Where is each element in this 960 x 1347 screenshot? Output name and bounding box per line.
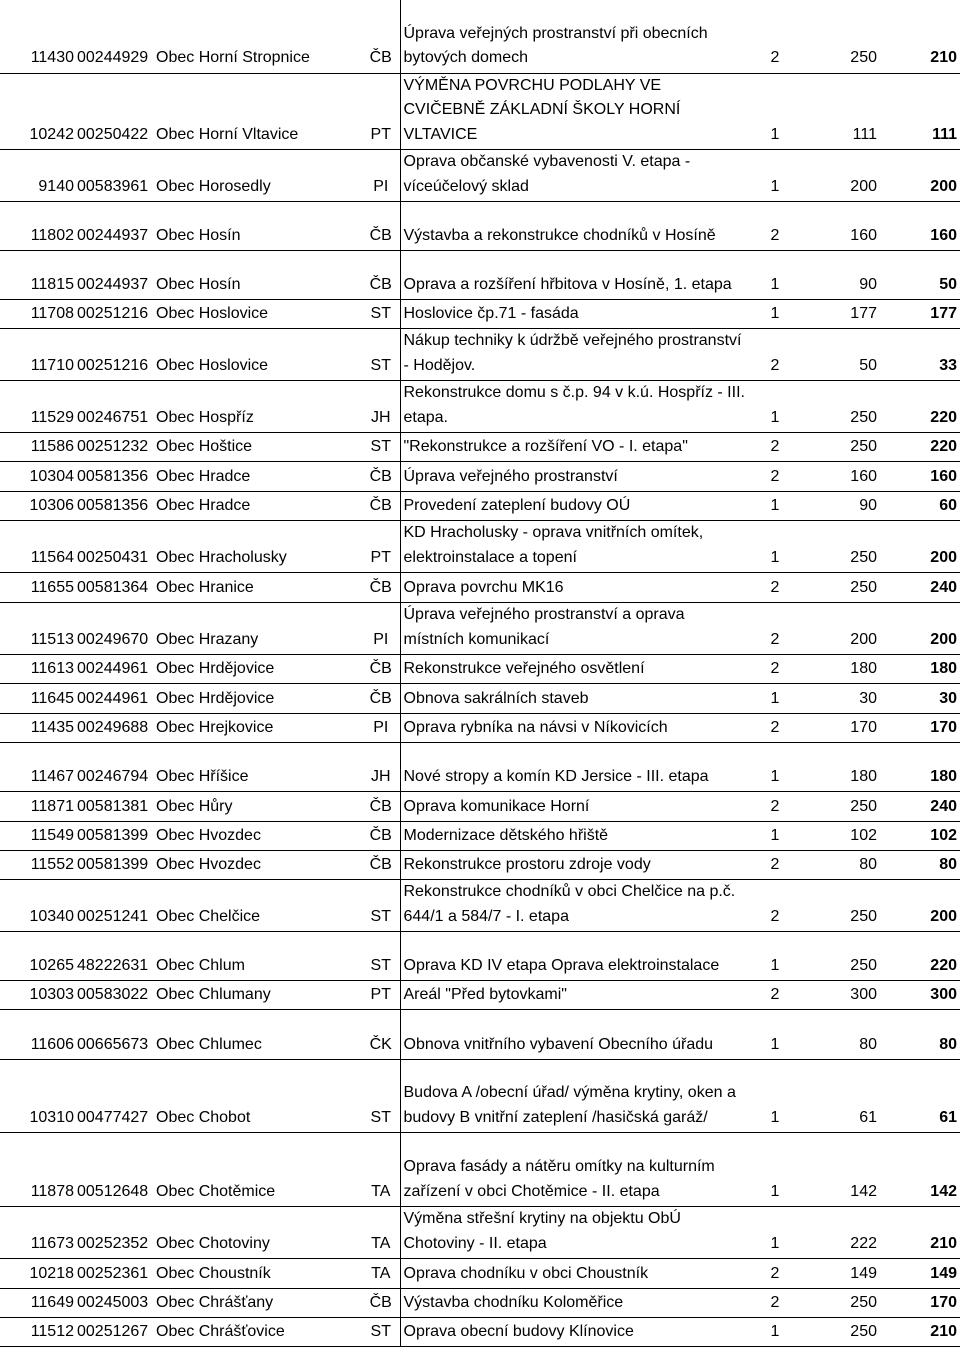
- ico-number: 00251216: [74, 329, 156, 381]
- granted-amount: 210: [880, 1207, 960, 1259]
- requested-amount: 250: [800, 932, 880, 981]
- table-row: [0, 603, 960, 655]
- project-description: Oprava rybníka na návsi v Níkovicích: [400, 714, 750, 743]
- priority: 1: [750, 381, 800, 433]
- ico-number: 00246751: [74, 381, 156, 433]
- application-id: 11708: [0, 300, 74, 329]
- municipality-name: Obec Hrdějovice: [156, 684, 362, 714]
- priority: 1: [750, 822, 800, 851]
- requested-amount: 160: [800, 462, 880, 492]
- granted-amount: 30: [880, 684, 960, 714]
- priority: 2: [750, 573, 800, 603]
- table-row: [0, 381, 960, 433]
- ico-number: 00251241: [74, 880, 156, 932]
- municipality-name: Obec Chrášťovice: [156, 1318, 362, 1347]
- granted-amount: 33: [880, 329, 960, 381]
- ico-number: 00252361: [74, 1259, 156, 1289]
- project-description: "Rekonstrukce a rozšíření VO - I. etapa": [400, 433, 750, 462]
- priority: 1: [750, 251, 800, 300]
- region-code: ST: [362, 880, 400, 932]
- priority: 1: [750, 684, 800, 714]
- priority: 1: [750, 1318, 800, 1347]
- region-code: ČB: [362, 792, 400, 822]
- priority: 2: [750, 329, 800, 381]
- municipality-name: Obec Horní Stropnice: [156, 0, 362, 73]
- region-code: ST: [362, 932, 400, 981]
- granted-amount: 220: [880, 381, 960, 433]
- requested-amount: 30: [800, 684, 880, 714]
- region-code: ČB: [362, 851, 400, 880]
- application-id: 11673: [0, 1207, 74, 1259]
- requested-amount: 200: [800, 150, 880, 202]
- application-id: 9140: [0, 150, 74, 202]
- requested-amount: 149: [800, 1259, 880, 1289]
- municipality-name: Obec Chotoviny: [156, 1207, 362, 1259]
- application-id: 11815: [0, 251, 74, 300]
- municipality-name: Obec Horní Vltavice: [156, 73, 362, 150]
- granted-amount: 180: [880, 655, 960, 684]
- requested-amount: 90: [800, 492, 880, 521]
- granted-amount: 80: [880, 1010, 960, 1060]
- project-description: Provedení zateplení budovy OÚ: [400, 492, 750, 521]
- priority: 2: [750, 0, 800, 73]
- priority: 1: [750, 1010, 800, 1060]
- granted-amount: 220: [880, 433, 960, 462]
- project-description: Úprava veřejného prostranství: [400, 462, 750, 492]
- application-id: 11606: [0, 1010, 74, 1060]
- table-row: [0, 251, 960, 300]
- application-id: 11552: [0, 851, 74, 880]
- project-description: Oprava komunikace Horní: [400, 792, 750, 822]
- application-id: 11564: [0, 521, 74, 573]
- region-code: ST: [362, 329, 400, 381]
- project-description: Výstavba chodníku Koloměřice: [400, 1289, 750, 1318]
- table-row: [0, 1318, 960, 1347]
- table-row: [0, 684, 960, 714]
- ico-number: 00581356: [74, 492, 156, 521]
- requested-amount: 222: [800, 1207, 880, 1259]
- table-row: [0, 521, 960, 573]
- application-id: 11467: [0, 743, 74, 792]
- priority: 1: [750, 492, 800, 521]
- region-code: PT: [362, 981, 400, 1010]
- project-description: Rekonstrukce prostoru zdroje vody: [400, 851, 750, 880]
- priority: 2: [750, 655, 800, 684]
- municipality-name: Obec Hoštice: [156, 433, 362, 462]
- ico-number: 00581399: [74, 851, 156, 880]
- requested-amount: 250: [800, 1318, 880, 1347]
- requested-amount: 200: [800, 603, 880, 655]
- region-code: ČB: [362, 202, 400, 251]
- table-row: [0, 0, 960, 73]
- table-row: [0, 822, 960, 851]
- municipality-name: Obec Chobot: [156, 1060, 362, 1133]
- priority: 2: [750, 851, 800, 880]
- project-description: Hoslovice čp.71 - fasáda: [400, 300, 750, 329]
- project-description: Výměna střešní krytiny na objektu ObÚ Chotoviny - II. etapa: [400, 1207, 750, 1259]
- municipality-name: Obec Chelčice: [156, 880, 362, 932]
- ico-number: 00583022: [74, 981, 156, 1010]
- project-description: Oprava povrchu MK16: [400, 573, 750, 603]
- municipality-name: Obec Hranice: [156, 573, 362, 603]
- region-code: PI: [362, 714, 400, 743]
- region-code: ČB: [362, 0, 400, 73]
- project-description: Oprava KD IV etapa Oprava elektroinstalace: [400, 932, 750, 981]
- table-row: [0, 492, 960, 521]
- municipality-name: Obec Hracholusky: [156, 521, 362, 573]
- application-id: 10242: [0, 73, 74, 150]
- municipality-name: Obec Hvozdec: [156, 822, 362, 851]
- priority: 1: [750, 743, 800, 792]
- priority: 1: [750, 150, 800, 202]
- ico-number: 00581399: [74, 822, 156, 851]
- project-description: Rekonstrukce veřejného osvětlení: [400, 655, 750, 684]
- table-row: [0, 714, 960, 743]
- application-id: 11613: [0, 655, 74, 684]
- ico-number: 00583961: [74, 150, 156, 202]
- ico-number: 00252352: [74, 1207, 156, 1259]
- table-row: [0, 792, 960, 822]
- project-description: Oprava občanské vybavenosti V. etapa - víceúčelový sklad: [400, 150, 750, 202]
- project-description: Nákup techniky k údržbě veřejného prostranství - Hodějov.: [400, 329, 750, 381]
- application-id: 10218: [0, 1259, 74, 1289]
- project-description: Oprava fasády a nátěru omítky na kulturním zařízení v obci Chotěmice - II. etapa: [400, 1133, 750, 1207]
- project-description: Rekonstrukce domu s č.p. 94 v k.ú. Hospříz - III. etapa.: [400, 381, 750, 433]
- granted-amount: 177: [880, 300, 960, 329]
- requested-amount: 177: [800, 300, 880, 329]
- application-id: 10340: [0, 880, 74, 932]
- table-row: [0, 851, 960, 880]
- region-code: ČB: [362, 462, 400, 492]
- region-code: ST: [362, 1318, 400, 1347]
- application-id: 11649: [0, 1289, 74, 1318]
- priority: 2: [750, 462, 800, 492]
- project-description: Rekonstrukce chodníků v obci Chelčice na p.č. 644/1 a 584/7 - I. etapa: [400, 880, 750, 932]
- project-description: Nové stropy a komín KD Jersice - III. etapa: [400, 743, 750, 792]
- region-code: PI: [362, 603, 400, 655]
- priority: 1: [750, 73, 800, 150]
- requested-amount: 300: [800, 981, 880, 1010]
- project-description: KD Hracholusky - oprava vnitřních omítek, elektroinstalace a topení: [400, 521, 750, 573]
- requested-amount: 142: [800, 1133, 880, 1207]
- region-code: ČK: [362, 1010, 400, 1060]
- application-id: 11586: [0, 433, 74, 462]
- project-description: Obnova vnitřního vybavení Obecního úřadu: [400, 1010, 750, 1060]
- priority: 2: [750, 981, 800, 1010]
- municipality-name: Obec Hradce: [156, 492, 362, 521]
- municipality-name: Obec Hrdějovice: [156, 655, 362, 684]
- application-id: 11878: [0, 1133, 74, 1207]
- granted-amount: 60: [880, 492, 960, 521]
- granted-amount: 111: [880, 73, 960, 150]
- municipality-name: Obec Hradce: [156, 462, 362, 492]
- ico-number: 00581364: [74, 573, 156, 603]
- project-description: Úprava veřejných prostranství při obecních bytových domech: [400, 0, 750, 73]
- ico-number: 00581381: [74, 792, 156, 822]
- table-row: [0, 462, 960, 492]
- granted-amount: 160: [880, 462, 960, 492]
- ico-number: 00244961: [74, 684, 156, 714]
- granted-amount: 210: [880, 0, 960, 73]
- ico-number: 00245003: [74, 1289, 156, 1318]
- granted-amount: 170: [880, 1289, 960, 1318]
- application-id: 11802: [0, 202, 74, 251]
- table-row: [0, 880, 960, 932]
- region-code: PT: [362, 521, 400, 573]
- granted-amount: 200: [880, 603, 960, 655]
- municipality-name: Obec Hospříz: [156, 381, 362, 433]
- granted-amount: 200: [880, 150, 960, 202]
- priority: 1: [750, 521, 800, 573]
- municipality-name: Obec Hoslovice: [156, 329, 362, 381]
- project-description: Oprava obecní budovy Klínovice: [400, 1318, 750, 1347]
- priority: 2: [750, 714, 800, 743]
- requested-amount: 111: [800, 73, 880, 150]
- municipality-name: Obec Choustník: [156, 1259, 362, 1289]
- municipality-name: Obec Hůry: [156, 792, 362, 822]
- table-row: [0, 1207, 960, 1259]
- ico-number: 00244929: [74, 0, 156, 73]
- region-code: ST: [362, 433, 400, 462]
- application-id: 11710: [0, 329, 74, 381]
- municipality-name: Obec Chlum: [156, 932, 362, 981]
- requested-amount: 250: [800, 521, 880, 573]
- application-id: 11513: [0, 603, 74, 655]
- requested-amount: 180: [800, 655, 880, 684]
- ico-number: 48222631: [74, 932, 156, 981]
- table-row: [0, 573, 960, 603]
- requested-amount: 250: [800, 0, 880, 73]
- ico-number: 00244961: [74, 655, 156, 684]
- application-id: 10265: [0, 932, 74, 981]
- ico-number: 00249670: [74, 603, 156, 655]
- ico-number: 00665673: [74, 1010, 156, 1060]
- region-code: ČB: [362, 492, 400, 521]
- municipality-name: Obec Hrejkovice: [156, 714, 362, 743]
- table-row: [0, 329, 960, 381]
- municipality-name: Obec Hvozdec: [156, 851, 362, 880]
- project-description: Oprava a rozšíření hřbitova v Hosíně, 1. etapa: [400, 251, 750, 300]
- ico-number: 00244937: [74, 251, 156, 300]
- region-code: ČB: [362, 684, 400, 714]
- project-description: VÝMĚNA POVRCHU PODLAHY VE CVIČEBNĚ ZÁKLADNÍ ŠKOLY HORNÍ VLTAVICE: [400, 73, 750, 150]
- granted-amount: 220: [880, 932, 960, 981]
- requested-amount: 170: [800, 714, 880, 743]
- table-row: [0, 73, 960, 150]
- region-code: JH: [362, 743, 400, 792]
- ico-number: 00249688: [74, 714, 156, 743]
- requested-amount: 80: [800, 851, 880, 880]
- priority: 2: [750, 202, 800, 251]
- table-row: [0, 433, 960, 462]
- application-id: 11645: [0, 684, 74, 714]
- municipality-name: Obec Hosín: [156, 251, 362, 300]
- granted-amount: 142: [880, 1133, 960, 1207]
- region-code: PI: [362, 150, 400, 202]
- municipality-name: Obec Hosín: [156, 202, 362, 251]
- region-code: ČB: [362, 1289, 400, 1318]
- granted-amount: 240: [880, 573, 960, 603]
- table-row: [0, 300, 960, 329]
- granted-amount: 240: [880, 792, 960, 822]
- priority: 2: [750, 880, 800, 932]
- application-id: 11655: [0, 573, 74, 603]
- requested-amount: 250: [800, 381, 880, 433]
- granted-amount: 200: [880, 880, 960, 932]
- granted-amount: 102: [880, 822, 960, 851]
- project-description: Úprava veřejného prostranství a oprava místních komunikací: [400, 603, 750, 655]
- ico-number: 00244937: [74, 202, 156, 251]
- application-id: 11549: [0, 822, 74, 851]
- granted-amount: 180: [880, 743, 960, 792]
- project-description: Výstavba a rekonstrukce chodníků v Hosíně: [400, 202, 750, 251]
- region-code: TA: [362, 1259, 400, 1289]
- requested-amount: 180: [800, 743, 880, 792]
- table-row: [0, 743, 960, 792]
- granted-amount: 200: [880, 521, 960, 573]
- ico-number: 00581356: [74, 462, 156, 492]
- requested-amount: 102: [800, 822, 880, 851]
- priority: 1: [750, 1207, 800, 1259]
- priority: 2: [750, 603, 800, 655]
- municipality-name: Obec Horosedly: [156, 150, 362, 202]
- application-id: 10304: [0, 462, 74, 492]
- application-id: 11430: [0, 0, 74, 73]
- application-id: 11529: [0, 381, 74, 433]
- table-row: [0, 981, 960, 1010]
- project-description: Oprava chodníku v obci Choustník: [400, 1259, 750, 1289]
- region-code: TA: [362, 1133, 400, 1207]
- application-id: 11512: [0, 1318, 74, 1347]
- municipality-name: Obec Chotěmice: [156, 1133, 362, 1207]
- region-code: TA: [362, 1207, 400, 1259]
- requested-amount: 250: [800, 433, 880, 462]
- ico-number: 00251216: [74, 300, 156, 329]
- region-code: PT: [362, 73, 400, 150]
- table-row: [0, 1010, 960, 1060]
- municipality-name: Obec Chlumany: [156, 981, 362, 1010]
- granted-amount: 170: [880, 714, 960, 743]
- table-row: [0, 1133, 960, 1207]
- application-id: 10303: [0, 981, 74, 1010]
- requested-amount: 90: [800, 251, 880, 300]
- table-row: [0, 1060, 960, 1133]
- priority: 2: [750, 433, 800, 462]
- application-id: 10310: [0, 1060, 74, 1133]
- region-code: JH: [362, 381, 400, 433]
- municipality-name: Obec Chrášťany: [156, 1289, 362, 1318]
- region-code: ST: [362, 1060, 400, 1133]
- application-id: 10306: [0, 492, 74, 521]
- ico-number: 00251232: [74, 433, 156, 462]
- region-code: ST: [362, 300, 400, 329]
- requested-amount: 250: [800, 573, 880, 603]
- priority: 2: [750, 1289, 800, 1318]
- granted-amount: 80: [880, 851, 960, 880]
- project-description: Obnova sakrálních staveb: [400, 684, 750, 714]
- requested-amount: 50: [800, 329, 880, 381]
- granted-amount: 61: [880, 1060, 960, 1133]
- granted-amount: 149: [880, 1259, 960, 1289]
- table-row: [0, 1259, 960, 1289]
- priority: 1: [750, 1133, 800, 1207]
- table-row: [0, 932, 960, 981]
- table-row: [0, 655, 960, 684]
- requested-amount: 250: [800, 792, 880, 822]
- ico-number: 00246794: [74, 743, 156, 792]
- ico-number: 00250431: [74, 521, 156, 573]
- requested-amount: 80: [800, 1010, 880, 1060]
- requested-amount: 250: [800, 880, 880, 932]
- granted-amount: 160: [880, 202, 960, 251]
- priority: 2: [750, 792, 800, 822]
- ico-number: 00250422: [74, 73, 156, 150]
- priority: 2: [750, 1259, 800, 1289]
- region-code: ČB: [362, 655, 400, 684]
- project-description: Areál "Před bytovkami": [400, 981, 750, 1010]
- application-id: 11871: [0, 792, 74, 822]
- granted-amount: 300: [880, 981, 960, 1010]
- application-id: 11435: [0, 714, 74, 743]
- table-row: [0, 202, 960, 251]
- ico-number: 00477427: [74, 1060, 156, 1133]
- granted-amount: 210: [880, 1318, 960, 1347]
- table-row: [0, 150, 960, 202]
- ico-number: 00512648: [74, 1133, 156, 1207]
- priority: 1: [750, 1060, 800, 1133]
- municipality-name: Obec Hrazany: [156, 603, 362, 655]
- region-code: ČB: [362, 251, 400, 300]
- requested-amount: 61: [800, 1060, 880, 1133]
- municipality-name: Obec Chlumec: [156, 1010, 362, 1060]
- ico-number: 00251267: [74, 1318, 156, 1347]
- priority: 1: [750, 300, 800, 329]
- municipality-name: Obec Hříšice: [156, 743, 362, 792]
- granted-amount: 50: [880, 251, 960, 300]
- project-description: Modernizace dětského hřiště: [400, 822, 750, 851]
- municipality-name: Obec Hoslovice: [156, 300, 362, 329]
- requested-amount: 250: [800, 1289, 880, 1318]
- table-row: [0, 1289, 960, 1318]
- requested-amount: 160: [800, 202, 880, 251]
- priority: 1: [750, 932, 800, 981]
- region-code: ČB: [362, 573, 400, 603]
- region-code: ČB: [362, 822, 400, 851]
- project-description: Budova A /obecní úřad/ výměna krytiny, oken a budovy B vnitřní zateplení /hasičská garáž/: [400, 1060, 750, 1133]
